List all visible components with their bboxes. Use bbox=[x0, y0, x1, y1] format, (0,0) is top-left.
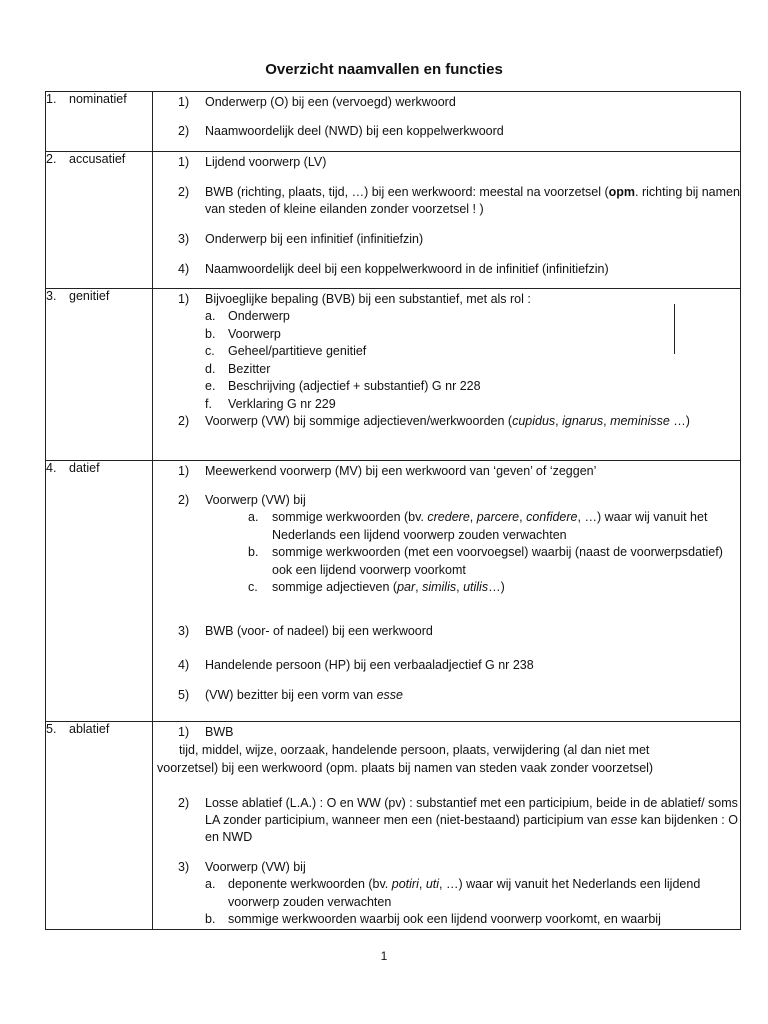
page-title: Overzicht naamvallen en functies bbox=[265, 61, 503, 78]
sub-item: a. Onderwerp bbox=[205, 309, 290, 323]
list-item: 5) (VW) bezitter bij een vorm van esse bbox=[178, 687, 403, 702]
case-name: accusatief bbox=[69, 152, 126, 166]
table-row bbox=[46, 722, 741, 930]
sub-item: d. Bezitter bbox=[205, 361, 271, 376]
sub-item: b. sommige werkwoorden (met een voorvoegsel) waarbij (naast de voorwerpsdatief) ook een lijdend voorwerp voorkomt bbox=[248, 545, 723, 577]
list-item: 2) Losse ablatief (L.A.) : O en WW (pv) : substantief met een participium, beide in de ablatief/ soms LA zonder participium, wanneer men een (niet-bestaand) participium van esse kan bijdenken : O en NWD bbox=[178, 796, 738, 844]
case-number: 1. bbox=[46, 92, 57, 106]
sub-item: e. Beschrijving (adjectief + substantief) G nr 228 bbox=[205, 379, 481, 393]
sub-item: b. sommige werkwoorden waarbij ook een lijdend voorwerp voorkomt, en waarbij bbox=[205, 912, 661, 926]
case-name: nominatief bbox=[69, 92, 127, 106]
list-item: 2) Voorwerp (VW) bij sommige adjectieven/werkwoorden (cupidus, ignarus, meminisse …) bbox=[178, 414, 690, 428]
page-number: 1 bbox=[380, 949, 388, 963]
table-row bbox=[46, 152, 741, 289]
sub-item: f. Verklaring G nr 229 bbox=[205, 396, 336, 411]
case-cell bbox=[46, 289, 153, 461]
list-item: 1) Lijdend voorwerp (LV) bbox=[178, 155, 327, 169]
list-item: 3) Onderwerp bij een infinitief (infinitiefzin) bbox=[178, 232, 424, 246]
list-item: 2) Naamwoordelijk deel (NWD) bij een koppelwerkwoord bbox=[178, 124, 504, 138]
sub-item: b. Voorwerp bbox=[205, 326, 281, 341]
list-item: 3) BWB (voor- of nadeel) bij een werkwoord bbox=[178, 623, 433, 638]
functions-cell bbox=[153, 92, 741, 152]
sub-item: a. deponente werkwoorden (bv. potiri, uti, …) waar wij vanuit het Nederlands een lijdend voorwerp zouden verwachten bbox=[205, 877, 701, 909]
case-cell bbox=[46, 722, 153, 930]
table-row bbox=[46, 92, 741, 152]
case-name: ablatief bbox=[69, 722, 110, 736]
functions-cell bbox=[153, 152, 741, 289]
case-number: 4. bbox=[46, 461, 57, 475]
functions-cell bbox=[153, 289, 741, 461]
list-item: 4) Naamwoordelijk deel bij een koppelwerkwoord in de infinitief (infinitiefzin) bbox=[178, 262, 609, 276]
case-cell bbox=[46, 461, 153, 722]
list-item: 1) Onderwerp (O) bij een (vervoegd) werkwoord bbox=[178, 95, 456, 109]
case-number: 2. bbox=[46, 152, 57, 166]
case-cell bbox=[46, 152, 153, 289]
list-item: 2) Voorwerp (VW) bij bbox=[178, 493, 306, 507]
list-item: 1) Meewerkend voorwerp (MV) bij een werkwoord van ‘geven’ of ‘zeggen’ bbox=[178, 464, 597, 478]
list-item: 2) BWB (richting, plaats, tijd, …) bij een werkwoord: meestal na voorzetsel (opm. richting bij namen van steden of kleine eilanden zonder voorzetsel ! ) bbox=[178, 185, 740, 216]
bwb-description: voorzetsel) bij een werkwoord (opm. plaats bij namen van steden vaak zonder voorzetsel) bbox=[157, 761, 654, 775]
bwb-description: tijd, middel, wijze, oorzaak, handelende persoon, plaats, verwijdering (al dan niet met bbox=[179, 743, 650, 757]
margin-mark bbox=[674, 304, 675, 354]
case-name: datief bbox=[69, 461, 100, 475]
functions-cell bbox=[153, 722, 741, 930]
case-name: genitief bbox=[69, 289, 110, 303]
list-item: 3) Voorwerp (VW) bij bbox=[178, 860, 306, 874]
sub-item: c. Geheel/partitieve genitief bbox=[205, 344, 367, 358]
list-item: 1) BWB bbox=[178, 725, 234, 739]
functions-cell bbox=[153, 461, 741, 722]
case-number: 3. bbox=[46, 289, 57, 303]
table-row bbox=[46, 461, 741, 722]
sub-item: c. sommige adjectieven (par, similis, utilis…) bbox=[248, 580, 505, 594]
table-row bbox=[46, 289, 741, 461]
case-number: 5. bbox=[46, 722, 57, 736]
case-cell bbox=[46, 92, 153, 152]
cases-table bbox=[45, 91, 741, 930]
sub-item: a. sommige werkwoorden (bv. credere, parcere, confidere, …) waar wij vanuit het Nederlands een lijdend voorwerp zouden verwachten bbox=[248, 510, 708, 542]
list-item: 1) Bijvoeglijke bepaling (BVB) bij een substantief, met als rol : bbox=[178, 292, 531, 306]
list-item: 4) Handelende persoon (HP) bij een verbaaladjectief G nr 238 bbox=[178, 657, 534, 672]
